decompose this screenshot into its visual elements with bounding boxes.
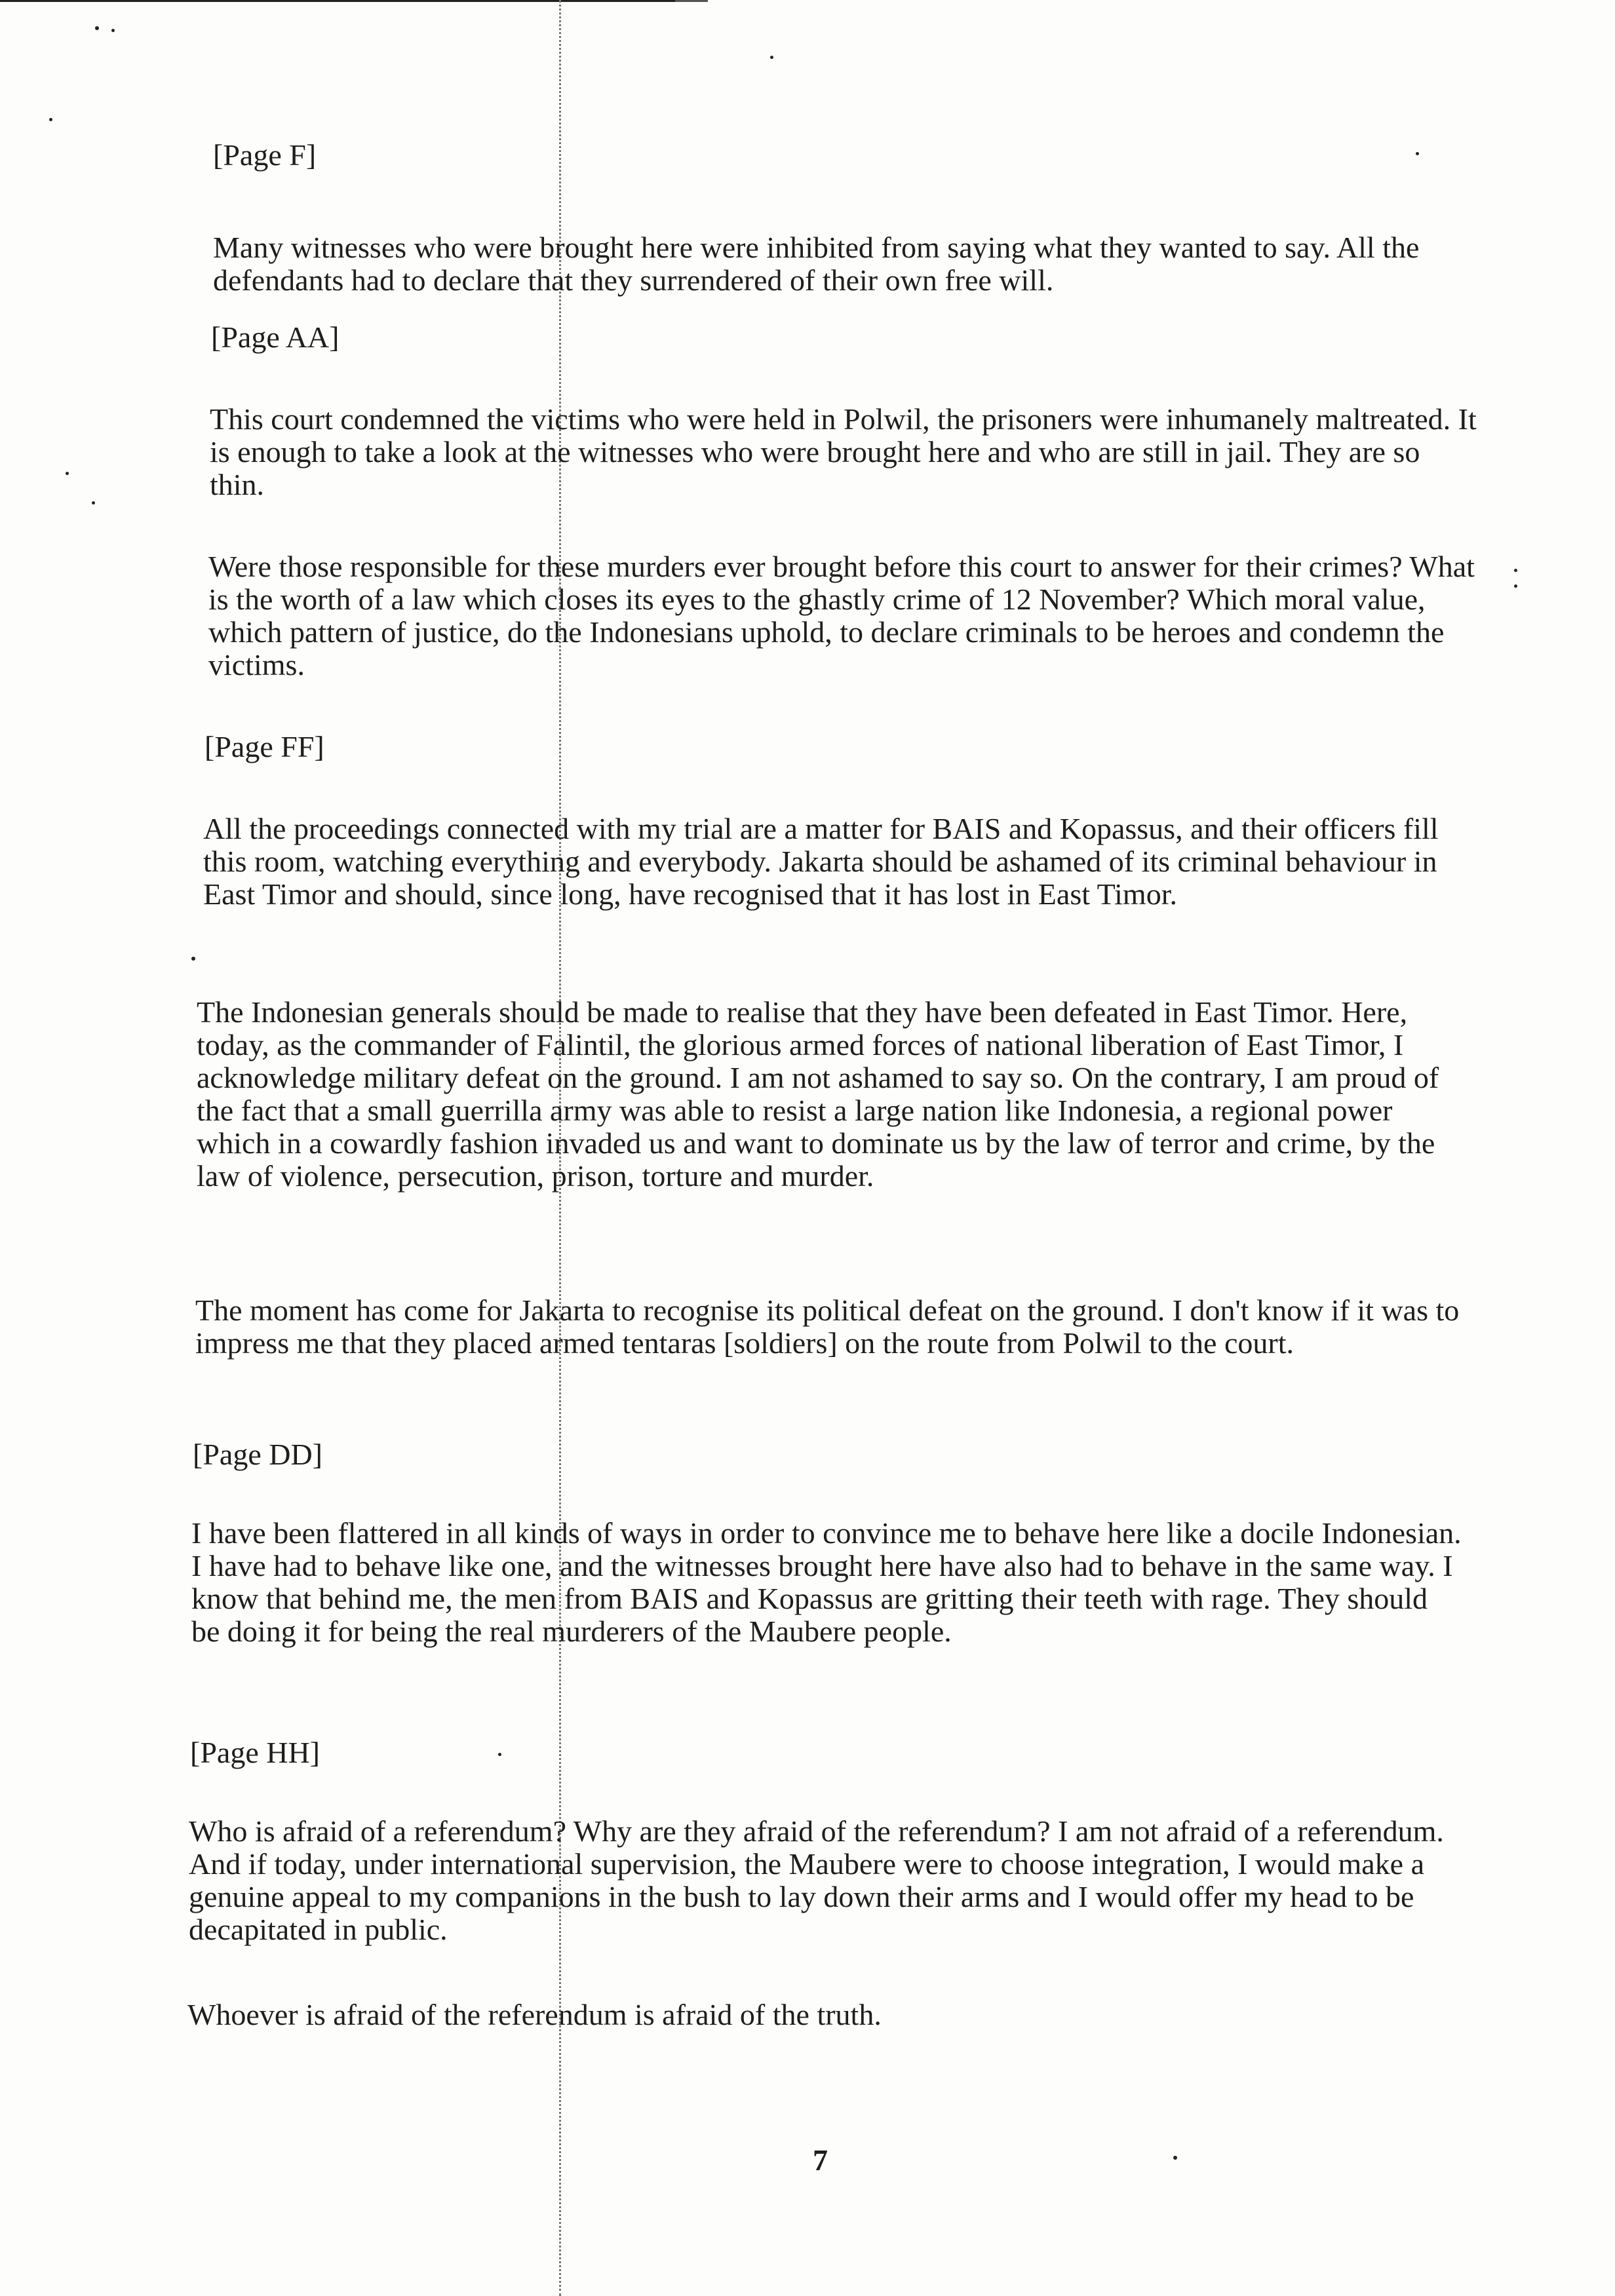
scan-speck [1173,2156,1177,2160]
scan-speck [49,118,52,121]
page-dd-heading: [Page DD] [193,1438,322,1471]
scan-speck [1514,569,1517,572]
top-rule-fragment [675,0,708,2]
page-aa-heading: [Page AA] [211,320,340,354]
paragraph: Who is afraid of a referendum? Why are they afraid of the referendum? I am not afraid of a referendum. And if today, under international supervision, the Maubere were to choose integration, I would make a genuine appeal to my companions in the bush to lay down their arms and I would offer my head to be decapitated in public. [189,1814,1444,1946]
page-f-heading: [Page F] [213,138,317,172]
page-hh-heading: [Page HH] [190,1736,320,1769]
page-ff-heading: [Page FF] [204,730,324,763]
paragraph: Were those responsible for these murders ever brought before this court to answer for their crimes? What is the worth of a law which closes its eyes to the ghastly crime of 12 November? Which moral value, which pattern of justice, do the Indonesians uphold, to declare criminals to be heroes and condemn the victims. [208,550,1475,681]
paragraph: The Indonesian generals should be made to realise that they have been defeated in East Timor. Here, today, as the commander of Falintil, the glorious armed forces of national liberation of East Timor, I acknowledge military defeat on the ground. I am not ashamed to say so. On the contrary, I am proud of the fact that a small guerrilla army was able to resist a large nation like Indonesia, a regional power which in a cowardly fashion invaded us and want to dominate us by the law of terror and crime, by the law of violence, persecution, prison, torture and murder. [197,995,1439,1193]
scan-speck [95,26,99,30]
paragraph: This court condemned the victims who were held in Polwil, the prisoners were inhumanely maltreated. It is enough to take a look at the witnesses who were brought here and who are still in jail. They are so thin. [210,402,1477,501]
scan-speck [1416,152,1419,155]
scan-speck [66,472,69,475]
paragraph: I have been flattered in all kinds of ways in order to convince me to behave here like a docile Indonesian. I have had to behave like one, and the witnesses brought here have also had to behave in the same way. I know that behind me, the men from BAIS and Kopassus are gritting their teeth with rage. They should be doing it for being the real murderers of the Maubere people. [191,1516,1462,1648]
paragraph: The moment has come for Jakarta to recognise its political defeat on the ground. I don't know if it was to impress me that they placed armed tentaras [soldiers] on the route from Polwil to the court. [195,1293,1460,1360]
paragraph: Many witnesses who were brought here were inhibited from saying what they wanted to say. All the defendants had to declare that they surrendered of their own free will. [213,231,1420,297]
scan-speck [770,56,773,59]
paragraph: Whoever is afraid of the referendum is afraid of the truth. [187,1998,882,2031]
scan-speck [111,29,115,32]
scan-speck [498,1753,501,1756]
scan-speck [191,957,195,961]
page-number: 7 [813,2143,828,2177]
paragraph: All the proceedings connected with my trial are a matter for BAIS and Kopassus, and their officers fill this room, watching everything and everybody. Jakarta should be ashamed of its criminal behaviour in East Timor and should, since long, have recognised that it has lost in East Timor. [203,812,1439,911]
scan-speck [1514,584,1517,588]
top-rule [0,0,695,2]
scan-speck [92,501,95,505]
